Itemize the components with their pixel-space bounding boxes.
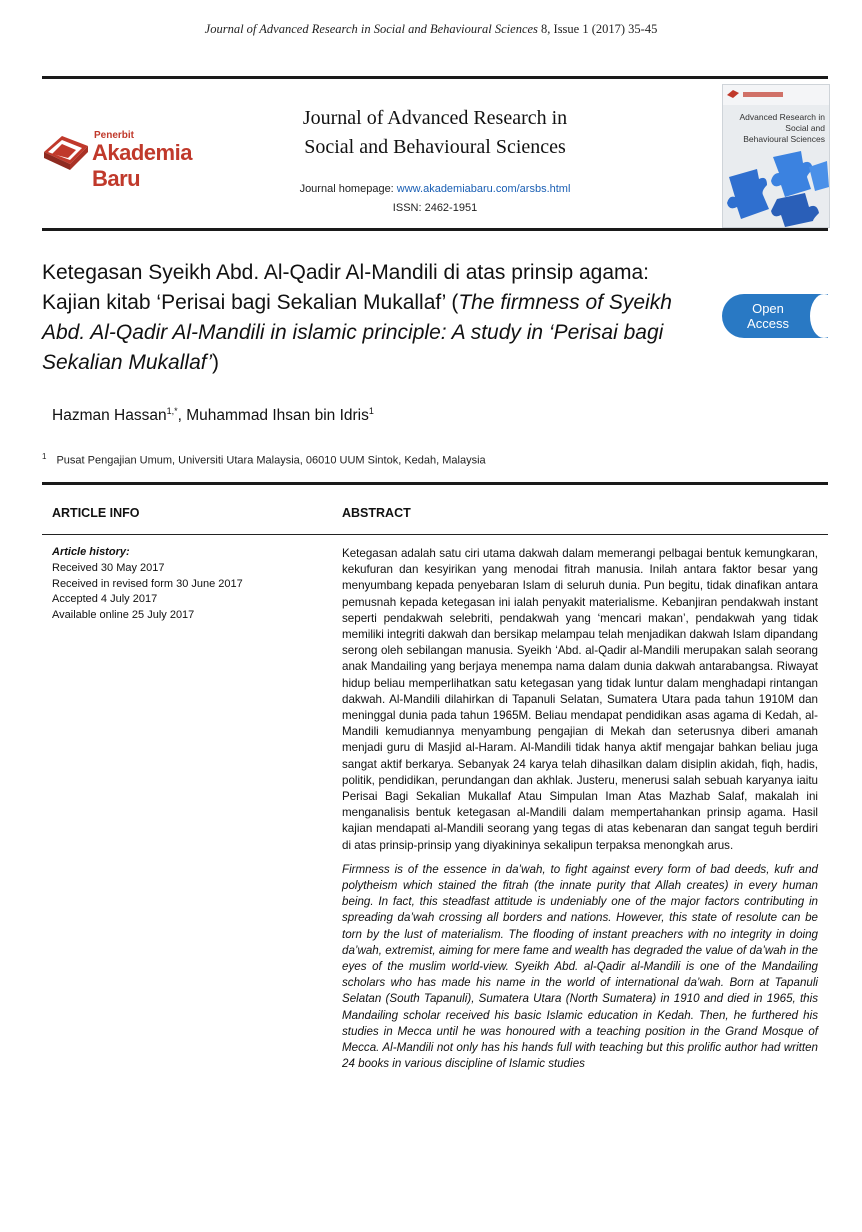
abstract-english: Firmness is of the essence in da’wah, to fight against every form of bad deeds, kufr and polytheism which stained the fitrah (the innate purity that Allah creates) in every human being. In fact, this steadfast attitude is undeniably one of the major factors contributing in spreading da’wah crossing all borders and nations. However, this state of resolute can be torn by the lust of materialism. The flooding of instant preachers with no integrity in doing da’wah, extremist, aiming for mere fame and wealth has degraded the value of da’wah in the eyes of the muslim world-view. Syeikh Abd. al-Qadir al-Mandili is one of the Mandailing scholars who has made his name in the world of international da’wah. Born at Tapanuli Selatan (South Tapanuli), Sumatera Utara (North Sumatera) in 1910 and died in 1965, this Mandailing scholar received his basic Islamic education in Kedah. Then, he furthered his studies in Mecca until he was honoured with a teaching position in the Grand Mosque of Mecca. Al-Mandili not only has his hands full with teaching but this prolific author had written 24 books in various discipline of Islamic studies (342, 862, 818, 1071)
abstract-malay: Ketegasan adalah satu ciri utama dakwah dalam memerangi pelbagai bentuk kemungkaran, kekufuran dan kesyirikan yang menodai fitrah manusia. Inilah antara faktor besar yang menyumbang kepada penyebaran Islam di seluruh dunia. Pun begitu, tidak dinafikan antara pemusnah kepada ketegasan ini ialah penyakit materialisme. Kebanjiran pendakwah instant seperti pendakwah selebriti, pendakwah yang ‘mencari makan’, pendakwah yang tidak memiliki integriti dakwah dan bersikap melampau telah menjadikan dakwah Islam dipandang serong oleh sebilangan manusia. Syeikh ‘Abd. al-Qadir al-Mandili merupakan salah seorang anak Mandailing yang berjaya menempa nama dalam dunia dakwah antarabangsa. Riwayat hidup beliau memperlihatkan satu ketegasan yang tidak luntur dalam menghadapi rintangan dakwah. Al-Mandili dilahirkan di Tapanuli Selatan, Sumatera Utara pada tahun 1910M dan meninggal dunia pada tahun 1965M. Beliau mendapat pendidikan asas agama di Kedah, al-Mandili kemudiannya menyambung pengajian di Mekah dan seterusnya diberi amanah menjadi guru di Masjid al-Haram. Al-Mandili tidak hanya aktif mengajar bahkan beliau juga sangat aktif berkarya. Sebanyak 24 karya telah dihasilkan dalam disiplin akidah, fiqh, hadis, politik, pendidikan, perundangan dan akhlak. Justeru, menerusi salah sebuah karyanya iaitu Perisai Bagi Sekalian Mukallaf Atau Simpulan Iman Atas Mazhab Salaf, makalah ini menganalisis bentuk ketegasan al-Mandili dalam mempertahankan prinsip agama. Hasil kajian mendapati al-Mandili seorang yang tegas di atas kebenaran dan sangat teguh berdiri di atas prinsip-prinsip yang diyakininya sekalipun terpaksa menongkah arus. (342, 547, 818, 852)
affiliation (42, 452, 486, 467)
open-access-line1: Open (752, 301, 784, 316)
header-bottom-rule (42, 228, 828, 231)
journal-title-line2: Social and Behavioural Sciences (304, 136, 566, 158)
history-accepted: Accepted 4 July 2017 (52, 593, 158, 606)
cover-line1: Advanced Research in (739, 112, 825, 122)
cover-line3: Behavioural Sciences (743, 134, 825, 144)
top-rule (42, 76, 828, 79)
open-access-notch (810, 294, 838, 338)
history-online: Available online 25 July 2017 (52, 609, 195, 622)
abstract-heading: ABSTRACT (342, 506, 411, 520)
journal-cover (722, 84, 830, 228)
cover-badge-icon (723, 85, 829, 105)
logo-small-text: Penerbit (94, 130, 135, 141)
history-title: Article history: (52, 546, 130, 558)
author-1-affiliation: 1,* (166, 406, 178, 416)
affiliation-text: Pusat Pengajian Umum, Universiti Utara Malaysia, 06010 UUM Sintok, Kedah, Malaysia (56, 454, 486, 467)
authors (52, 406, 374, 425)
affiliation-marker: 1 (42, 452, 47, 461)
journal-title (250, 104, 620, 162)
article-title-malay: Ketegasan Syeikh Abd. Al-Qadir Al-Mandili di atas prinsip agama: Kajian kitab ‘Perisai bagi Sekalian Mukallaf’ ( (42, 261, 650, 314)
running-head (0, 22, 862, 37)
puzzle-pieces-icon (723, 147, 829, 227)
logo-big-text: Akademia Baru (92, 140, 192, 191)
abstract-body (342, 546, 818, 1081)
open-access-line2: Access (747, 316, 789, 331)
author-2-affiliation: 1 (368, 406, 374, 416)
homepage-label: Journal homepage: (299, 183, 397, 195)
open-access-badge[interactable] (722, 294, 828, 338)
info-heading-rule (42, 534, 828, 535)
article-title (42, 258, 682, 378)
article-title-english: The firmness of Syeikh Abd. Al-Qadir Al-Mandili in islamic principle: A study in ‘Perisai bagi Sekalian Mukallaf’ (42, 291, 672, 374)
running-head-journal: Journal of Advanced Research in Social and Behavioural Sciences (204, 22, 538, 36)
running-head-details: 8, Issue 1 (2017) 35-45 (537, 22, 658, 36)
history-revised: Received in revised form 30 June 2017 (52, 577, 243, 590)
info-top-rule (42, 482, 828, 485)
history-received: Received 30 May 2017 (52, 561, 165, 574)
cover-line2: Social and (785, 123, 825, 133)
issn: ISSN: 2462-1951 (392, 202, 478, 214)
journal-title-line1: Journal of Advanced Research in (302, 107, 568, 129)
open-access-label (722, 294, 814, 331)
author-separator: , (177, 407, 187, 425)
book-logo-icon (42, 130, 92, 174)
article-title-close: ) (212, 351, 220, 374)
journal-homepage (250, 183, 620, 195)
article-history (52, 545, 243, 624)
homepage-link[interactable]: www.akademiabaru.com/arsbs.html (396, 183, 571, 195)
cover-title (727, 112, 825, 145)
publisher-logo (42, 130, 242, 191)
article-info-heading: ARTICLE INFO (52, 506, 140, 520)
author-2: Muhammad Ihsan bin Idris (186, 407, 369, 425)
author-1: Hazman Hassan (52, 407, 167, 425)
